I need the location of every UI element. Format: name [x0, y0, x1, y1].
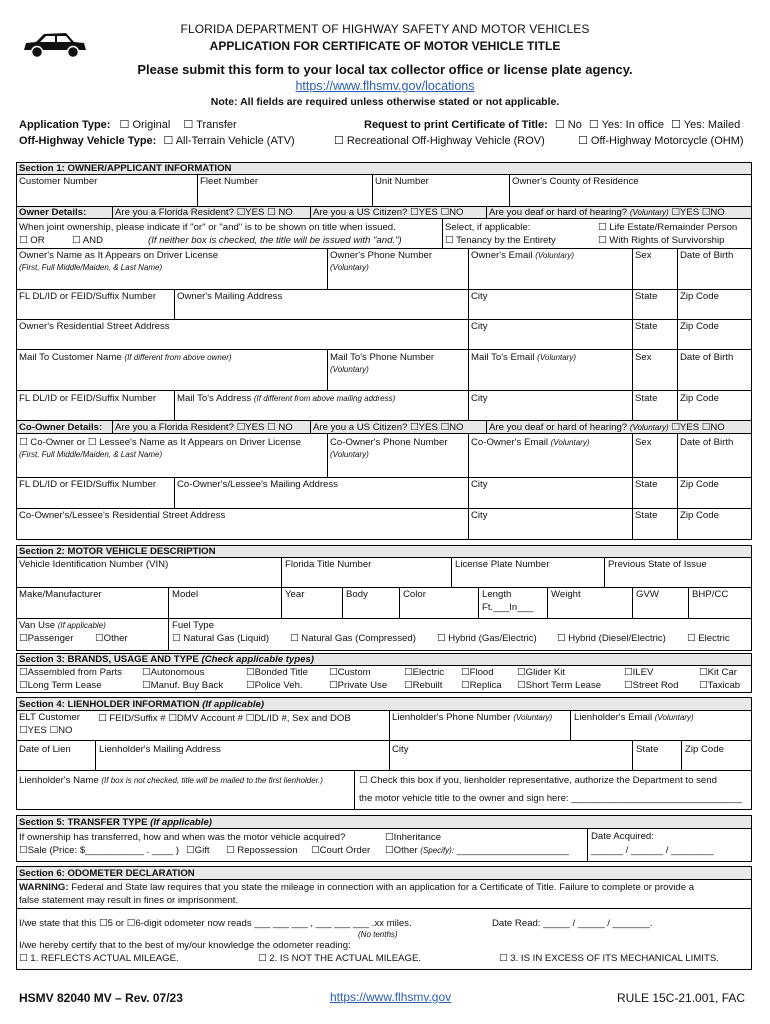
- year-field[interactable]: Year: [285, 589, 305, 600]
- co-deaf-question-text: Are you deaf or hard of hearing?: [489, 422, 628, 433]
- co-owner-phone-field[interactable]: Co-Owner's Phone Number: [330, 437, 448, 448]
- brand-ilev[interactable]: ☐ILEV: [624, 667, 654, 678]
- co-owner-dob-field[interactable]: Date of Birth: [680, 437, 734, 448]
- ohv-type-label: Off-Highway Vehicle Type:: [19, 135, 157, 147]
- co-owner-details-label: Co-Owner Details:: [19, 422, 103, 433]
- mail-to-phone-field[interactable]: Mail To's Phone Number: [330, 352, 435, 363]
- brand-autonomous[interactable]: ☐Autonomous: [142, 667, 205, 678]
- lienholder-name-label: Lienholder's Name: [19, 775, 99, 786]
- brand-private-use[interactable]: ☐Private Use: [329, 680, 388, 691]
- transfer-specify-hint: (Specify):: [420, 846, 455, 855]
- owner-mailing-field[interactable]: Owner's Mailing Address: [177, 291, 283, 302]
- owner-res-state-field[interactable]: State: [635, 321, 658, 332]
- mail-to-dob-field[interactable]: Date of Birth: [680, 352, 734, 363]
- transfer-question: If ownership has transferred, how and when was the motor vehicle acquired?: [19, 832, 346, 843]
- date-of-lien-field[interactable]: Date of Lien: [19, 744, 71, 755]
- van-use-hint: (If applicable): [57, 621, 106, 630]
- co-owner-sex-field[interactable]: Sex: [635, 437, 652, 448]
- hybrid-diesel-checkbox[interactable]: ☐ Hybrid (Diesel/Electric): [557, 633, 666, 644]
- vin-field[interactable]: Vehicle Identification Number (VIN): [19, 559, 169, 570]
- section-3-title: [19, 654, 314, 665]
- warning-text: Federal and State law requires that you state the mileage in connection with an application for a Certificate of Title. Failure to complete or provide a: [71, 882, 695, 893]
- brand-assembled[interactable]: ☐Assembled from Parts: [19, 667, 122, 678]
- mail-to-name-hint: (If different from above owner): [124, 353, 232, 362]
- actual-mileage-checkbox[interactable]: ☐ 1. REFLECTS ACTUAL MILEAGE.: [19, 953, 179, 964]
- elt-customer-label: ELT Customer: [19, 712, 80, 723]
- co-voluntary-hint: (Voluntary): [629, 423, 669, 432]
- no-tenths-hint: (No tenths): [358, 930, 398, 939]
- life-estate-checkbox[interactable]: ☐ Life Estate/Remainder Person: [598, 222, 738, 233]
- owner-name-field[interactable]: Owner's Name as It Appears on Driver License: [19, 250, 219, 261]
- owner-city-field[interactable]: City: [471, 291, 488, 302]
- color-field[interactable]: Color: [403, 589, 426, 600]
- co-owner-city-field[interactable]: City: [471, 479, 488, 490]
- brand-kit-car[interactable]: ☐Kit Car: [699, 667, 737, 678]
- owner-sex-field[interactable]: Sex: [635, 250, 652, 261]
- print-request-label: Request to print Certificate of Title:: [364, 119, 548, 131]
- plate-number-field[interactable]: License Plate Number: [455, 559, 550, 570]
- inheritance-checkbox[interactable]: ☐Inheritance: [385, 832, 442, 843]
- section-4-title: [19, 699, 264, 710]
- section-4-hint: (If applicable): [202, 699, 265, 710]
- form-title: APPLICATION FOR CERTIFICATE OF MOTOR VEHICLE TITLE: [209, 39, 561, 53]
- joint-and-checkbox[interactable]: ☐ AND: [72, 235, 103, 246]
- weight-field[interactable]: Weight: [551, 589, 581, 600]
- electric-fuel-checkbox[interactable]: ☐ Electric: [687, 633, 730, 644]
- select-if-applicable: Select, if applicable:: [445, 222, 531, 233]
- hybrid-gas-checkbox[interactable]: ☐ Hybrid (Gas/Electric): [437, 633, 537, 644]
- certify-statement: I/we hereby certify that to the best of my/our knowledge the odometer reading:: [19, 940, 351, 951]
- section-5-hint: (If applicable): [150, 817, 212, 828]
- prev-state-field[interactable]: Previous State of Issue: [608, 559, 707, 570]
- section-5-title: [19, 817, 212, 828]
- owner-phone-field[interactable]: Owner's Phone Number: [330, 250, 433, 261]
- mail-to-email-label: Mail To's Email: [471, 352, 535, 363]
- required-note: Note: All fields are required unless otherwise stated or not applicable.: [210, 96, 560, 108]
- joint-ownership-note: (If neither box is checked, the title will be issued with "and."): [148, 235, 402, 246]
- brand-street-rod[interactable]: ☐Street Rod: [624, 680, 679, 691]
- county-field[interactable]: Owner's County of Residence: [512, 176, 639, 187]
- department-name: FLORIDA DEPARTMENT OF HIGHWAY SAFETY AND MOTOR VEHICLES: [180, 22, 590, 36]
- owner-phone-voluntary: (Voluntary): [330, 263, 369, 272]
- transfer-specify-line[interactable]: _____________________: [456, 845, 569, 856]
- mail-to-dl-field[interactable]: FL DL/ID or FEID/Suffix Number: [19, 393, 157, 404]
- mail-to-address-field[interactable]: [177, 393, 395, 404]
- owner-dob-field[interactable]: Date of Birth: [680, 250, 734, 261]
- deaf-yes-no[interactable]: ☐YES ☐NO: [671, 207, 725, 218]
- not-actual-mileage-checkbox[interactable]: ☐ 2. IS NOT THE ACTUAL MILEAGE.: [258, 953, 422, 964]
- mail-to-zip-field[interactable]: Zip Code: [680, 393, 719, 404]
- owner-residential-field[interactable]: Owner's Residential Street Address: [19, 321, 170, 332]
- print-request-row: [364, 118, 740, 131]
- ng-compressed-checkbox[interactable]: ☐ Natural Gas (Compressed): [290, 633, 416, 644]
- lienholder-name-hint: (If box is not checked, title will be mailed to the first lienholder.): [101, 776, 323, 785]
- submit-instruction: Please submit this form to your local tax collector office or license plate agency.: [137, 62, 633, 77]
- deaf-question-text: Are you deaf or hard of hearing?: [489, 207, 628, 218]
- brand-flood[interactable]: ☐Flood: [461, 667, 494, 678]
- co-owner-email-label: Co-Owner's Email: [471, 437, 548, 448]
- lienholder-state-field[interactable]: State: [636, 744, 659, 755]
- mail-to-email-field[interactable]: [471, 352, 576, 363]
- section-1-title: Section 1: OWNER/APPLICANT INFORMATION: [19, 163, 232, 174]
- co-owner-email-voluntary: (Voluntary): [550, 438, 590, 447]
- court-order-checkbox[interactable]: ☐Court Order: [311, 845, 371, 856]
- print-mailed-checkbox[interactable]: ☐ Yes: Mailed: [671, 119, 741, 131]
- co-owner-res-zip-field[interactable]: Zip Code: [680, 510, 719, 521]
- co-owner-res-state-field[interactable]: State: [635, 510, 658, 521]
- lienholder-phone-label: Lienholder's Phone Number: [392, 712, 511, 723]
- co-owner-zip-field[interactable]: Zip Code: [680, 479, 719, 490]
- mail-to-address-label: Mail To's Address: [177, 393, 252, 404]
- fleet-number-field[interactable]: Fleet Number: [200, 176, 259, 187]
- brand-custom[interactable]: ☐Custom: [329, 667, 371, 678]
- us-citizen-question[interactable]: Are you a US Citizen? ☐YES ☐NO: [313, 207, 464, 218]
- owner-zip-field[interactable]: Zip Code: [680, 291, 719, 302]
- form-id: HSMV 82040 MV – Rev. 07/23: [19, 991, 183, 1005]
- authorize-checkbox[interactable]: ☐ Check this box if you, lienholder representative, authorize the Department to send: [359, 775, 717, 786]
- owner-dl-field[interactable]: FL DL/ID or FEID/Suffix Number: [19, 291, 157, 302]
- van-other-checkbox[interactable]: ☐Other: [95, 633, 128, 644]
- mail-to-sex-field[interactable]: Sex: [635, 352, 652, 363]
- lien-id-options[interactable]: ☐ FEID/Suffix # ☐DMV Account # ☐DL/ID #, Sex and DOB: [98, 713, 351, 724]
- brand-bonded-title[interactable]: ☐Bonded Title: [246, 667, 308, 678]
- joint-or-checkbox[interactable]: ☐ OR: [19, 235, 45, 246]
- passenger-checkbox[interactable]: ☐Passenger: [19, 633, 74, 644]
- owner-email-voluntary: (Voluntary): [535, 251, 575, 260]
- lienholder-zip-field[interactable]: Zip Code: [685, 744, 724, 755]
- co-fl-resident-question[interactable]: Are you a Florida Resident? ☐YES ☐ NO: [115, 422, 293, 433]
- length-field[interactable]: Length: [482, 589, 512, 600]
- elt-yes-no[interactable]: ☐YES ☐NO: [19, 725, 73, 736]
- section-3-hint: (Check applicable types): [201, 654, 314, 665]
- section-2-title: Section 2: MOTOR VEHICLE DESCRIPTION: [19, 546, 216, 557]
- mail-to-name-label: Mail To Customer Name: [19, 352, 122, 363]
- tenancy-checkbox[interactable]: ☐ Tenancy by the Entirety: [445, 235, 556, 246]
- rule-reference: RULE 15C-21.001, FAC: [617, 991, 746, 1005]
- lienholder-phone-field[interactable]: [392, 712, 552, 723]
- customer-number-field[interactable]: Customer Number: [19, 176, 98, 187]
- gift-checkbox[interactable]: ☐Gift: [186, 845, 210, 856]
- odometer-warning-2: false statement may result in fines or imprisonment.: [19, 895, 239, 906]
- section-6-title: Section 6: ODOMETER DECLARATION: [19, 868, 195, 879]
- original-checkbox[interactable]: ☐ Original: [119, 119, 171, 131]
- print-no-checkbox[interactable]: ☐ No: [554, 119, 582, 131]
- co-owner-name-field[interactable]: ☐ Co-Owner or ☐ Lessee's Name as It Appears on Driver License: [19, 437, 301, 448]
- van-use-label: [19, 620, 106, 631]
- flhsmv-link[interactable]: https://www.flhsmv.gov: [330, 990, 452, 1004]
- gvw-field[interactable]: GVW: [636, 589, 659, 600]
- co-owner-phone-voluntary: (Voluntary): [330, 450, 369, 459]
- fuel-type-label: Fuel Type: [172, 620, 214, 631]
- body-field[interactable]: Body: [346, 589, 368, 600]
- brand-glider-kit[interactable]: ☐Glider Kit: [517, 667, 566, 678]
- authorize-signature-line[interactable]: the motor vehicle title to the owner and sign here: ________________________________: [359, 793, 742, 804]
- lienholder-mailing-field[interactable]: Lienholder's Mailing Address: [99, 744, 221, 755]
- date-acquired-field[interactable]: ______ / ______ / ________: [591, 845, 714, 856]
- make-field[interactable]: Make/Manufacturer: [19, 589, 102, 600]
- lienholder-name-field[interactable]: [19, 775, 323, 786]
- co-deaf-yes-no[interactable]: ☐YES ☐NO: [671, 422, 725, 433]
- owner-name-hint: (First, Full Middle/Maiden, & Last Name): [19, 263, 163, 272]
- co-owner-residential-field[interactable]: Co-Owner's/Lessee's Residential Street Address: [19, 510, 226, 521]
- lienholder-email-label: Lienholder's Email: [574, 712, 653, 723]
- excess-mechanical-limits-checkbox[interactable]: ☐ 3. IS IN EXCESS OF ITS MECHANICAL LIMITS.: [499, 953, 719, 964]
- lienholder-email-voluntary: (Voluntary): [654, 713, 694, 722]
- mail-to-email-voluntary: (Voluntary): [537, 353, 576, 362]
- application-type-label: Application Type:: [19, 119, 111, 131]
- brand-replica[interactable]: ☐Replica: [461, 680, 502, 691]
- co-deaf-question[interactable]: [489, 422, 725, 433]
- brand-police-veh[interactable]: ☐Police Veh.: [246, 680, 303, 691]
- brand-electric[interactable]: ☐Electric: [404, 667, 445, 678]
- transfer-other-label: ☐Other: [385, 845, 418, 856]
- owner-res-city-field[interactable]: City: [471, 321, 488, 332]
- mail-to-city-field[interactable]: City: [471, 393, 488, 404]
- owner-details-label: Owner Details:: [19, 207, 87, 218]
- brand-manuf-buy-back[interactable]: ☐Manuf. Buy Back: [142, 680, 224, 691]
- odometer-warning: [19, 882, 694, 893]
- repossession-checkbox[interactable]: ☐ Repossession: [226, 845, 298, 856]
- mail-to-address-hint: (If different from above mailing address): [253, 394, 396, 403]
- unit-number-field[interactable]: Unit Number: [375, 176, 429, 187]
- section-3-title-text: Section 3: BRANDS, USAGE AND TYPE: [19, 654, 199, 665]
- joint-ownership-instruction: When joint ownership, please indicate if "or" or "and" is to be shown on title when issued.: [19, 222, 396, 233]
- mail-to-state-field[interactable]: State: [635, 393, 658, 404]
- owner-res-zip-field[interactable]: Zip Code: [680, 321, 719, 332]
- section-4-title-text: Section 4: LIENHOLDER INFORMATION: [19, 699, 200, 710]
- co-owner-res-city-field[interactable]: City: [471, 510, 488, 521]
- owner-state-field[interactable]: State: [635, 291, 658, 302]
- mail-to-phone-voluntary: (Voluntary): [330, 365, 369, 374]
- sale-price-field[interactable]: ☐Sale (Price: $___________ . ____ ): [19, 845, 180, 856]
- date-acquired-label: Date Acquired:: [591, 831, 654, 842]
- rov-checkbox[interactable]: ☐ Recreational Off-Highway Vehicle (ROV): [334, 135, 545, 147]
- lienholder-phone-voluntary: (Voluntary): [513, 713, 553, 722]
- van-use-text: Van Use: [19, 620, 56, 631]
- mail-to-name-field[interactable]: [19, 352, 232, 363]
- section-5-title-text: Section 5: TRANSFER TYPE: [19, 817, 148, 828]
- brand-short-term-lease[interactable]: ☐Short Term Lease: [517, 680, 602, 691]
- application-type-row: [19, 118, 237, 131]
- transfer-checkbox[interactable]: ☐ Transfer: [183, 119, 237, 131]
- owner-email-label: Owner's Email: [471, 250, 533, 261]
- brand-rebuilt[interactable]: ☐Rebuilt: [404, 680, 443, 691]
- co-owner-mailing-field[interactable]: Co-Owner's/Lessee's Mailing Address: [177, 479, 338, 490]
- length-ft-in[interactable]: Ft.___In___: [482, 602, 534, 613]
- co-owner-name-hint: (First, Full Middle/Maiden, & Last Name): [19, 450, 163, 459]
- lienholder-email-field[interactable]: [574, 712, 694, 723]
- co-owner-email-field[interactable]: [471, 437, 590, 448]
- ohm-checkbox[interactable]: ☐ Off-Highway Motorcycle (OHM): [578, 135, 744, 147]
- deaf-question[interactable]: [489, 207, 725, 218]
- co-owner-state-field[interactable]: State: [635, 479, 658, 490]
- warning-label: WARNING:: [19, 882, 69, 893]
- model-field[interactable]: Model: [172, 589, 199, 600]
- print-in-office-checkbox[interactable]: ☐ Yes: In office: [588, 119, 664, 131]
- fl-resident-question[interactable]: Are you a Florida Resident? ☐YES ☐ NO: [115, 207, 293, 218]
- ng-liquid-checkbox[interactable]: ☐ Natural Gas (Liquid): [172, 633, 270, 644]
- odometer-reading-field[interactable]: I/we state that this ☐5 or ☐6-digit odometer now reads ___ ___ ___ , ___ ___ ___ .xx miles.: [19, 918, 412, 929]
- co-us-citizen-question[interactable]: Are you a US Citizen? ☐YES ☐NO: [313, 422, 464, 433]
- atv-checkbox[interactable]: ☐ All-Terrain Vehicle (ATV): [163, 135, 295, 147]
- brand-taxicab[interactable]: ☐Taxicab: [699, 680, 741, 691]
- date-read-field[interactable]: Date Read: _____ / _____ / _______.: [492, 918, 653, 929]
- lienholder-city-field[interactable]: City: [392, 744, 409, 755]
- co-owner-dl-field[interactable]: FL DL/ID or FEID/Suffix Number: [19, 479, 157, 490]
- brand-long-term-lease[interactable]: ☐Long Term Lease: [19, 680, 102, 691]
- transfer-other-field[interactable]: [385, 845, 569, 856]
- voluntary-hint: (Voluntary): [629, 208, 669, 217]
- bhp-field[interactable]: BHP/CC: [692, 589, 729, 600]
- survivorship-checkbox[interactable]: ☐ With Rights of Survivorship: [598, 235, 725, 246]
- ohv-type-label-row: [19, 134, 295, 147]
- locations-link[interactable]: https://www.flhsmv.gov/locations: [295, 79, 475, 93]
- owner-email-field[interactable]: [471, 250, 574, 261]
- fl-title-number-field[interactable]: Florida Title Number: [285, 559, 372, 570]
